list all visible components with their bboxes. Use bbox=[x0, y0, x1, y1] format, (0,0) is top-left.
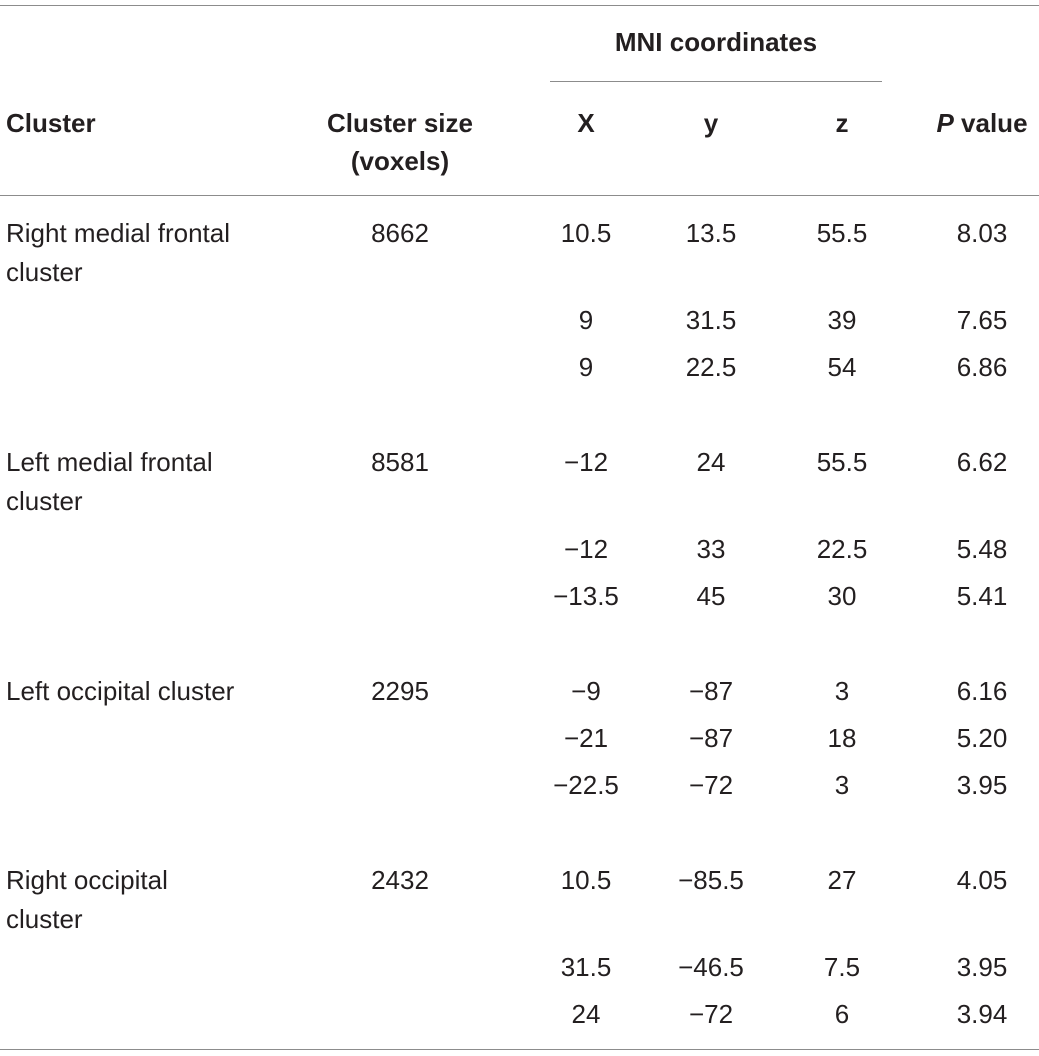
y-value: 33 bbox=[696, 534, 726, 564]
cluster-name: Right occipital bbox=[6, 865, 168, 895]
z-value: 27 bbox=[827, 865, 857, 895]
z-value: 7.5 bbox=[823, 952, 861, 982]
z-value: 55.5 bbox=[816, 447, 868, 477]
bottom-rule bbox=[0, 1049, 1039, 1050]
top-rule bbox=[0, 5, 1039, 6]
cluster-name-cont: cluster bbox=[6, 257, 83, 287]
cluster-size-header-line2: (voxels) bbox=[350, 146, 450, 176]
cluster-name: Left medial frontal bbox=[6, 447, 213, 477]
y-header: y bbox=[703, 108, 719, 138]
mni-coordinates-header: MNI coordinates bbox=[614, 27, 818, 57]
x-value: −9 bbox=[571, 676, 601, 706]
x-value: −21 bbox=[563, 723, 609, 753]
x-value: 9 bbox=[578, 305, 594, 335]
y-value: 31.5 bbox=[685, 305, 737, 335]
mni-group-rule bbox=[550, 81, 882, 82]
z-value: 18 bbox=[827, 723, 857, 753]
x-value: 24 bbox=[571, 999, 601, 1029]
p-value: 5.41 bbox=[956, 581, 1008, 611]
p-value: 3.94 bbox=[956, 999, 1008, 1029]
cluster-name: Left occipital cluster bbox=[6, 676, 235, 706]
x-value: 10.5 bbox=[560, 865, 612, 895]
y-value: 22.5 bbox=[685, 352, 737, 382]
p-value: 6.86 bbox=[956, 352, 1008, 382]
z-value: 3 bbox=[834, 676, 850, 706]
x-header: X bbox=[577, 108, 595, 138]
cluster-header: Cluster bbox=[6, 108, 96, 138]
cluster-size: 8662 bbox=[371, 218, 429, 248]
p-value: 4.05 bbox=[956, 865, 1008, 895]
cluster-name-cont: cluster bbox=[6, 904, 83, 934]
p-value-header bbox=[936, 104, 1027, 142]
z-value: 3 bbox=[834, 770, 850, 800]
p-italic-label: P bbox=[936, 108, 954, 138]
z-value: 55.5 bbox=[816, 218, 868, 248]
z-value: 30 bbox=[827, 581, 857, 611]
x-value: −13.5 bbox=[553, 581, 619, 611]
cluster-size: 2295 bbox=[371, 676, 429, 706]
cluster-size-header-line1: Cluster size bbox=[327, 108, 473, 138]
z-value: 39 bbox=[827, 305, 857, 335]
y-value: −85.5 bbox=[678, 865, 744, 895]
x-value: 31.5 bbox=[560, 952, 612, 982]
x-value: −12 bbox=[563, 534, 609, 564]
p-value: 6.62 bbox=[956, 447, 1008, 477]
y-value: −46.5 bbox=[678, 952, 744, 982]
cluster-size: 2432 bbox=[371, 865, 429, 895]
p-value: 5.20 bbox=[956, 723, 1008, 753]
x-value: −12 bbox=[563, 447, 609, 477]
cluster-size: 8581 bbox=[371, 447, 429, 477]
y-value: −87 bbox=[688, 676, 734, 706]
p-value: 5.48 bbox=[956, 534, 1008, 564]
z-value: 6 bbox=[834, 999, 850, 1029]
x-value: 10.5 bbox=[560, 218, 612, 248]
p-value: 7.65 bbox=[956, 305, 1008, 335]
y-value: −72 bbox=[688, 770, 734, 800]
y-value: −87 bbox=[688, 723, 734, 753]
y-value: −72 bbox=[688, 999, 734, 1029]
y-value: 45 bbox=[696, 581, 726, 611]
z-value: 54 bbox=[827, 352, 857, 382]
p-value-label: value bbox=[961, 108, 1028, 138]
header-bottom-rule bbox=[0, 195, 1039, 196]
y-value: 13.5 bbox=[685, 218, 737, 248]
x-value: −22.5 bbox=[553, 770, 619, 800]
z-value: 22.5 bbox=[816, 534, 868, 564]
cluster-name-cont: cluster bbox=[6, 486, 83, 516]
y-value: 24 bbox=[696, 447, 726, 477]
p-value: 8.03 bbox=[956, 218, 1008, 248]
p-value: 3.95 bbox=[956, 952, 1008, 982]
z-header: z bbox=[835, 108, 849, 138]
p-value: 3.95 bbox=[956, 770, 1008, 800]
x-value: 9 bbox=[578, 352, 594, 382]
cluster-name: Right medial frontal bbox=[6, 218, 230, 248]
p-value: 6.16 bbox=[956, 676, 1008, 706]
